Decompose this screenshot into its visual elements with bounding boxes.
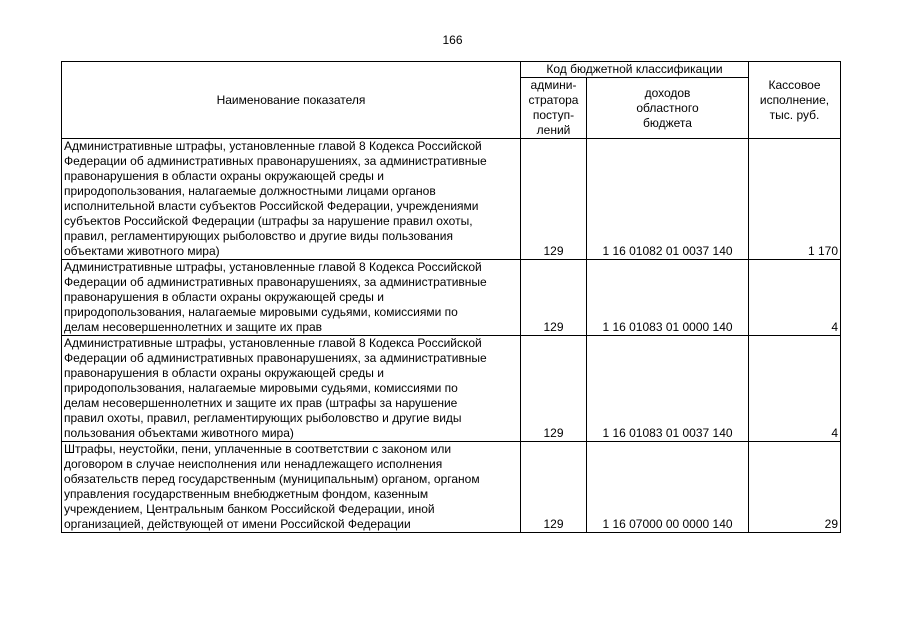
row-code-cell: 1 16 07000 00 0000 140 — [587, 442, 749, 533]
column-header-cash: Кассовое исполнение, тыс. руб. — [749, 62, 841, 139]
column-header-income: доходов областного бюджета — [587, 78, 749, 139]
table-row — [62, 442, 841, 533]
row-admin-cell: 129 — [521, 336, 587, 442]
row-name-cell: Штрафы, неустойки, пени, уплаченные в соответствии с законом или договором в случае неисполнения или ненадлежащего исполнения обязательств перед государственным (муниципальным) органом, органом управления государственным внебюджетным фондом, казенным учреждением, Центральным банком Российской Федерации, иной организацией, действующей от имени Российской Федерации — [62, 442, 521, 533]
table-row — [62, 336, 841, 442]
row-admin-cell: 129 — [521, 260, 587, 336]
row-amount-cell: 1 170 — [749, 139, 841, 260]
table-row — [62, 139, 841, 260]
budget-table — [61, 61, 841, 533]
row-code-cell: 1 16 01083 01 0000 140 — [587, 260, 749, 336]
row-name-cell: Административные штрафы, установленные главой 8 Кодекса Российской Федерации об административных правонарушениях, за административные правонарушения в области охраны окружающей среды и природопользования, налагаемые мировыми судьями, комиссиями по делам несовершеннолетних и защите их прав (штрафы за нарушение правил охоты, правил, регламентирующих рыболовство и другие виды пользования объектами животного мира) — [62, 336, 521, 442]
row-code-cell: 1 16 01082 01 0037 140 — [587, 139, 749, 260]
row-admin-cell: 129 — [521, 442, 587, 533]
column-header-code-group: Код бюджетной классификации — [521, 62, 749, 78]
column-header-name: Наименование показателя — [62, 62, 521, 139]
table-row — [62, 260, 841, 336]
page-number: 166 — [442, 33, 463, 47]
header-row-top — [62, 62, 841, 78]
column-header-admin: админи- стратора поступ- лений — [521, 78, 587, 139]
row-name-cell: Административные штрафы, установленные главой 8 Кодекса Российской Федерации об административных правонарушениях, за административные правонарушения в области охраны окружающей среды и природопользования, налагаемые мировыми судьями, комиссиями по делам несовершеннолетних и защите их прав — [62, 260, 521, 336]
row-amount-cell: 4 — [749, 260, 841, 336]
row-admin-cell: 129 — [521, 139, 587, 260]
row-amount-cell: 4 — [749, 336, 841, 442]
row-name-cell: Административные штрафы, установленные главой 8 Кодекса Российской Федерации об административных правонарушениях, за административные правонарушения в области охраны окружающей среды и природопользования, налагаемые должностными лицами органов исполнительной власти субъектов Российской Федерации, учреждениями субъектов Российской Федерации (штрафы за нарушение правил охоты, правил, регламентирующих рыболовство и другие виды пользования объектами животного мира) — [62, 139, 521, 260]
row-amount-cell: 29 — [749, 442, 841, 533]
row-code-cell: 1 16 01083 01 0037 140 — [587, 336, 749, 442]
